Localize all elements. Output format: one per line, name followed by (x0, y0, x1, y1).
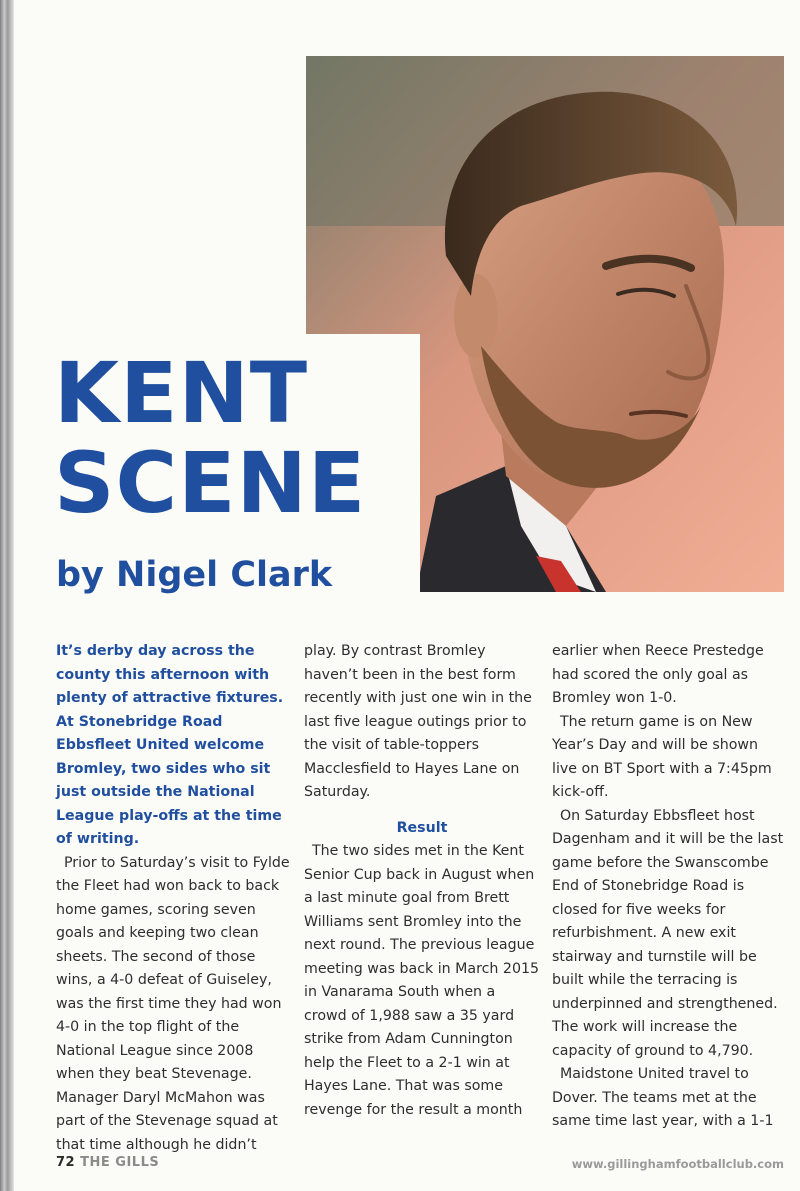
headline-line-2: SCENE (54, 434, 367, 532)
page-footer-left (56, 1155, 159, 1170)
article-column-2 (304, 640, 540, 1122)
body-paragraph: play. By contrast Bromley haven’t been in the best form recently with just one win in the last five league outings prior to the visit of table-toppers Macclesfield to Hayes Lane on Saturday. (304, 643, 532, 800)
website-url: www.gillinghamfootballclub.com (571, 1157, 784, 1171)
headline-line-1: KENT (54, 344, 309, 442)
body-paragraph: earlier when Reece Prestedge had scored the only goal as Bromley won 1-0. (552, 643, 764, 706)
article-column-1 (56, 640, 292, 1157)
body-paragraph: Maidstone United travel to Dover. The teams met at the same time last year, with a 1-1 (552, 1066, 774, 1129)
body-paragraph: The return game is on New Year’s Day and will be shown live on BT Sport with a 7:45pm kick-off. (552, 713, 772, 800)
magazine-name: THE GILLS (80, 1155, 160, 1170)
body-paragraph: On Saturday Ebbsfleet host Dagenham and it will be the last game before the Swanscombe End of Stonebridge Road is closed for five weeks for refurbishment. A new exit stairway and turnstile will be built while the terracing is underpinned and strengthened. The work will increase the capacity of ground to 4,790. (552, 807, 784, 1059)
headline (54, 344, 367, 532)
body-paragraph: The two sides met in the Kent Senior Cup back in August when a last minute goal from Brett Williams sent Bromley into the next round. The previous league meeting was back in March 2015 in Vanarama South when a crowd of 1,988 saw a 35 yard strike from Adam Cunnington help the Fleet to a 2-1 win at Hayes Lane. That was some revenge for the result a month (304, 843, 540, 1118)
body-paragraph: Prior to Saturday’s visit to Fylde the Fleet had won back to back home games, scoring seven goals and keeping two clean sheets. The second of those wins, a 4-0 defeat of Guiseley, was the first time they had won 4-0 in the top flight of the National League since 2008 when they beat Stevenage. Manager Daryl McMahon was part of the Stevenage squad at that time although he didn’t (56, 854, 290, 1153)
section-subhead: Result (396, 819, 448, 836)
magazine-spine (0, 0, 14, 1191)
byline: by Nigel Clark (56, 555, 333, 595)
article-column-3 (552, 640, 784, 1134)
page-number: 72 (56, 1155, 76, 1170)
intro-paragraph: It’s derby day across the county this afternoon with plenty of attractive fixtures. At Stonebridge Road Ebbsfleet United welcome Bromley, two sides who sit just outside the National League play-offs at the time of writing. (56, 643, 284, 847)
